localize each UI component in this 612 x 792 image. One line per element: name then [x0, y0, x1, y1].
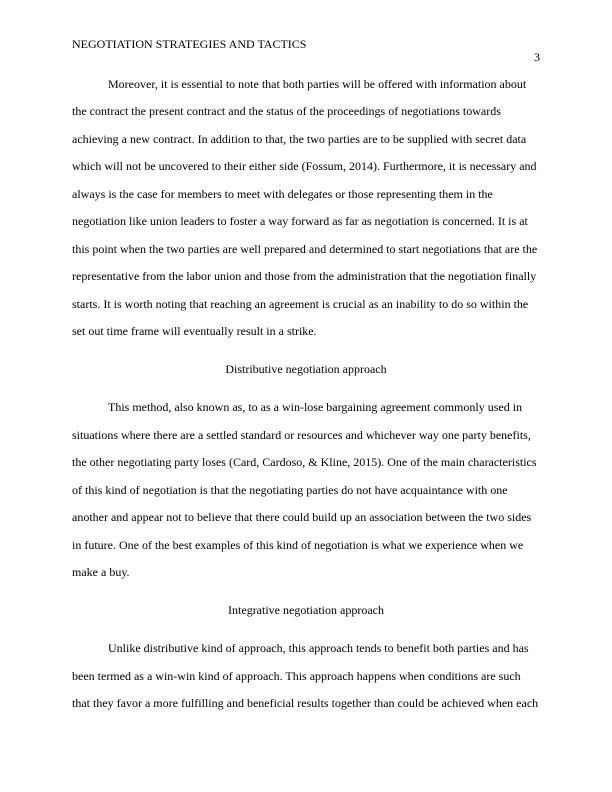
paragraph-line: the contract the present contract and the status of the proceedings of negotiations towards — [72, 104, 501, 118]
paragraph-line: of this kind of negotiation is that the negotiating parties do not have acquaintance with one — [72, 483, 508, 497]
paragraph-line: situations where there are a settled standard or resources and whichever way one party benefits, — [72, 428, 531, 442]
paragraph-line: which will not be uncovered to their either side (Fossum, 2014). Furthermore, it is necessary and — [72, 159, 537, 173]
paragraph-line: representative from the labor union and those from the administration that the negotiation finally — [72, 269, 537, 283]
paragraph-line: set out time frame will eventually result in a strike. — [72, 324, 317, 338]
paragraph-line: Unlike distributive kind of approach, this approach tends to benefit both parties and has — [108, 641, 529, 655]
section-heading: Integrative negotiation approach — [228, 603, 384, 617]
paragraph-line: make a buy. — [72, 565, 130, 579]
paragraph-line: this point when the two parties are well prepared and determined to start negotiations that are the — [72, 242, 538, 256]
paragraph-line: This method, also known as, to as a win-lose bargaining agreement commonly used in — [108, 400, 523, 414]
section-heading: Distributive negotiation approach — [225, 362, 387, 376]
paragraph-line: another and appear not to believe that there could build up an association between the two sides — [72, 510, 532, 524]
paragraph-line: achieving a new contract. In addition to that, the two parties are to be supplied with secret data — [72, 132, 527, 146]
running-head: NEGOTIATION STRATEGIES AND TACTICS — [72, 37, 307, 51]
paragraph-line: the other negotiating party loses (Card, Cardoso, & Kline, 2015). One of the main characteristics — [72, 455, 537, 469]
page-number: 3 — [534, 50, 540, 64]
paragraph-line: been termed as a win-win kind of approach. This approach happens when conditions are such — [72, 669, 521, 683]
paragraph-line: Moreover, it is essential to note that both parties will be offered with information about — [108, 77, 527, 91]
paragraph-line: that they favor a more fulfilling and beneficial results together than could be achieved when each — [72, 696, 539, 710]
paragraph-line: always is the case for members to meet with delegates or those representing them in the — [72, 187, 493, 201]
paragraph-line: negotiation like union leaders to foster a way forward as far as negotiation is concerned. It is at — [72, 214, 528, 228]
paragraph-line: in future. One of the best examples of this kind of negotiation is what we experience when we — [72, 538, 524, 552]
paragraph-line: starts. It is worth noting that reaching an agreement is crucial as an inability to do so within the — [72, 297, 529, 311]
